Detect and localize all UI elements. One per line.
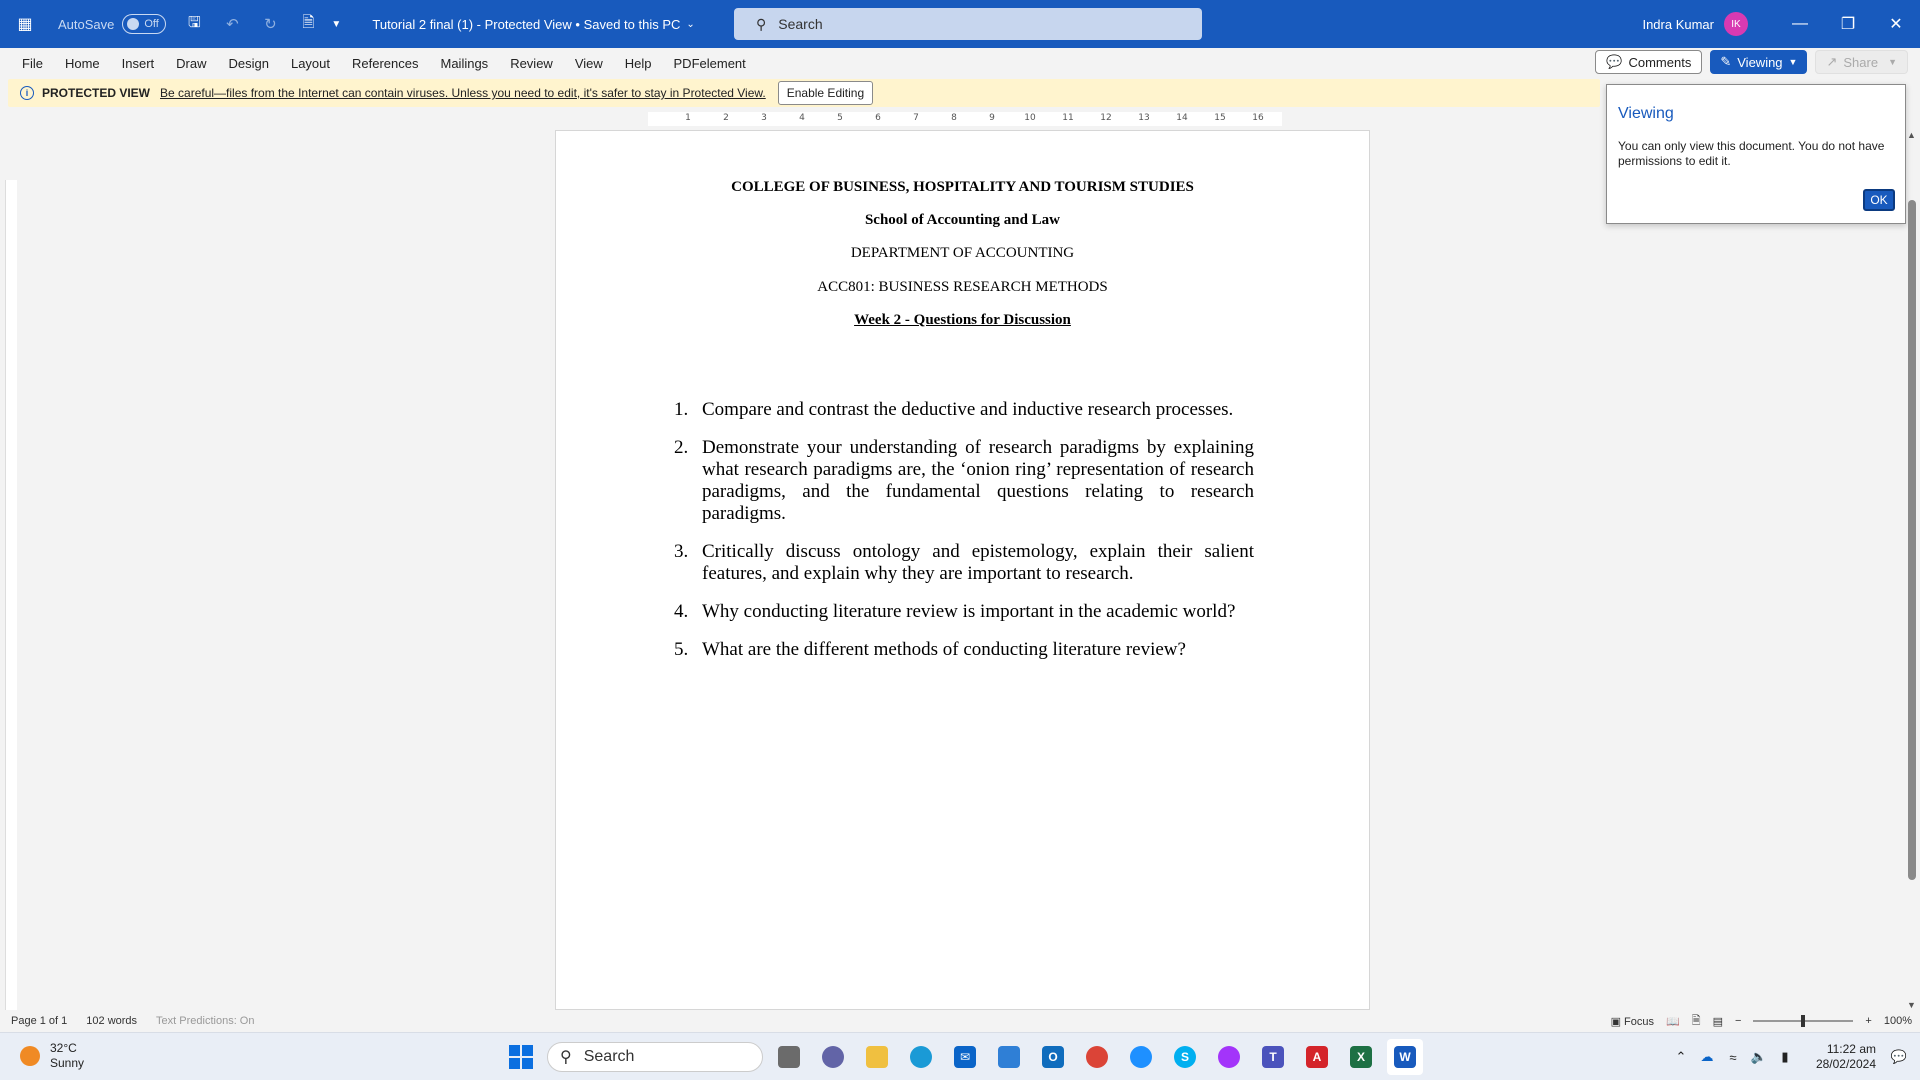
zoom-in-icon[interactable]: + bbox=[1865, 1015, 1872, 1027]
search-icon: ⚲ bbox=[560, 1049, 572, 1066]
share-chevron-icon: ▼ bbox=[1888, 57, 1897, 67]
question-text: What are the different methods of conducting literature review? bbox=[702, 639, 1186, 660]
question-text: Compare and contrast the deductive and inductive research processes. bbox=[702, 399, 1234, 420]
battery-icon[interactable]: ▮ bbox=[1781, 1049, 1789, 1064]
tab-file[interactable]: File bbox=[22, 55, 43, 71]
tab-design[interactable]: Design bbox=[228, 55, 269, 71]
word-icon: W bbox=[1394, 1046, 1416, 1068]
heading-college: COLLEGE OF BUSINESS, HOSPITALITY AND TOURISM STUDIES bbox=[731, 179, 1194, 195]
mail-icon: ✉ bbox=[954, 1046, 976, 1068]
question-number: 1. bbox=[674, 399, 689, 420]
title-bar bbox=[0, 0, 1920, 48]
user-name[interactable]: Indra Kumar bbox=[1642, 16, 1714, 32]
search-icon: ⚲ bbox=[756, 15, 767, 32]
chat-icon bbox=[822, 1046, 844, 1068]
document-page[interactable] bbox=[555, 130, 1370, 1010]
scroll-down-icon[interactable]: ▼ bbox=[1907, 1000, 1916, 1010]
file-explorer-button[interactable] bbox=[859, 1039, 895, 1075]
question-number: 3. bbox=[674, 541, 689, 562]
taskbar bbox=[0, 1032, 1920, 1080]
tab-references[interactable]: References bbox=[352, 55, 419, 71]
outlook-icon: O bbox=[1042, 1046, 1064, 1068]
scrollbar-thumb[interactable] bbox=[1908, 200, 1916, 880]
ruler-number: 6 bbox=[875, 113, 881, 123]
pen-icon: ✎ bbox=[1720, 54, 1732, 69]
enable-editing-button[interactable]: Enable Editing bbox=[778, 81, 873, 105]
word-app-icon[interactable]: ▦ bbox=[17, 16, 33, 33]
ribbon-tabs bbox=[0, 48, 1920, 78]
skype-button[interactable] bbox=[1167, 1039, 1203, 1075]
volume-icon[interactable]: 🔈 bbox=[1750, 1049, 1768, 1064]
tab-review[interactable]: Review bbox=[510, 55, 553, 71]
mail-button[interactable] bbox=[947, 1039, 983, 1075]
ruler-number: 7 bbox=[913, 113, 919, 123]
focus-icon: ▣ bbox=[1610, 1015, 1625, 1028]
clock[interactable] bbox=[1816, 1042, 1876, 1072]
store-icon bbox=[998, 1046, 1020, 1068]
undo-icon[interactable]: ↶ bbox=[226, 16, 239, 33]
tab-home[interactable]: Home bbox=[64, 55, 100, 71]
tab-view[interactable]: View bbox=[574, 55, 603, 71]
excel-button[interactable] bbox=[1343, 1039, 1379, 1075]
list-item bbox=[674, 541, 1254, 585]
autosave-state: Off bbox=[144, 18, 159, 30]
vertical-ruler[interactable] bbox=[5, 130, 19, 1010]
question-number: 2. bbox=[674, 437, 689, 458]
title-chevron-down-icon[interactable]: ⌄ bbox=[686, 18, 695, 30]
page-count[interactable]: Page 1 of 1 bbox=[11, 1015, 68, 1027]
status-bar bbox=[0, 1010, 1920, 1032]
excel-icon: X bbox=[1350, 1046, 1372, 1068]
outlook-button[interactable] bbox=[1035, 1039, 1071, 1075]
edge-button[interactable] bbox=[903, 1039, 939, 1075]
horizontal-ruler[interactable] bbox=[553, 112, 1371, 126]
viewing-label: Viewing bbox=[1737, 54, 1783, 70]
autosave-label: AutoSave bbox=[58, 16, 115, 32]
tab-mailings[interactable]: Mailings bbox=[440, 55, 489, 71]
teams-button[interactable] bbox=[1255, 1039, 1291, 1075]
ruler-number: 13 bbox=[1138, 113, 1150, 123]
taskbar-search-placeholder: Search bbox=[583, 1048, 635, 1065]
ruler-number: 4 bbox=[799, 113, 805, 123]
avatar[interactable]: IK bbox=[1724, 12, 1748, 36]
heading-week: Week 2 - Questions for Discussion bbox=[854, 312, 1071, 328]
weather-widget[interactable] bbox=[20, 1041, 84, 1071]
vertical-ruler-area bbox=[5, 180, 17, 1010]
read-mode-icon[interactable]: 📖 bbox=[1666, 1015, 1680, 1028]
vertical-scrollbar[interactable] bbox=[1906, 130, 1918, 1010]
protected-view-bar bbox=[8, 79, 1600, 107]
heading-course: ACC801: BUSINESS RESEARCH METHODS bbox=[817, 279, 1108, 295]
print-layout-view-icon[interactable]: 🗎 bbox=[1691, 1014, 1701, 1027]
share-icon: ↗ bbox=[1826, 54, 1838, 69]
list-item bbox=[674, 639, 1254, 661]
list-item bbox=[674, 601, 1254, 623]
focus-button[interactable] bbox=[1611, 1015, 1654, 1028]
teams-icon: T bbox=[1262, 1046, 1284, 1068]
ruler-number: 12 bbox=[1100, 113, 1112, 123]
messenger-button[interactable] bbox=[1211, 1039, 1247, 1075]
zoom-level[interactable]: 100% bbox=[1883, 1015, 1912, 1027]
popup-title: Viewing bbox=[1618, 105, 1674, 122]
edge-icon bbox=[910, 1046, 932, 1068]
save-icon[interactable]: 🖫 bbox=[187, 13, 201, 31]
ruler-number: 11 bbox=[1062, 113, 1074, 123]
acrobat-button[interactable] bbox=[1299, 1039, 1335, 1075]
web-layout-icon[interactable]: ▤ bbox=[1712, 1015, 1723, 1028]
viewing-popup bbox=[1606, 84, 1906, 224]
temperature: 32°C bbox=[50, 1041, 77, 1055]
comment-icon: 💬 bbox=[1606, 54, 1623, 69]
start-button[interactable] bbox=[503, 1039, 539, 1075]
acrobat-icon: A bbox=[1306, 1046, 1328, 1068]
minimize-icon[interactable]: — bbox=[1792, 15, 1808, 32]
info-icon: i bbox=[20, 86, 34, 100]
sun-icon bbox=[20, 1046, 40, 1066]
print-layout-icon[interactable]: 🗎 bbox=[302, 13, 315, 31]
chevron-down-icon: ▼ bbox=[1788, 57, 1798, 67]
question-text: Critically discuss ontology and epistemology, explain their salient features, and explain why they are important to research. bbox=[702, 541, 1254, 584]
scroll-up-icon[interactable]: ▲ bbox=[1907, 130, 1916, 140]
ok-button[interactable]: OK bbox=[1863, 189, 1895, 211]
close-icon[interactable]: ✕ bbox=[1889, 16, 1903, 33]
show-hidden-icons-chevron-icon[interactable]: ⌃ bbox=[1675, 1049, 1687, 1064]
tab-layout[interactable]: Layout bbox=[290, 55, 331, 71]
word-button[interactable] bbox=[1387, 1039, 1423, 1075]
protected-view-label: PROTECTED VIEW bbox=[42, 86, 151, 100]
ruler-number: 1 bbox=[685, 113, 691, 123]
ruler-number: 2 bbox=[723, 113, 729, 123]
word-count[interactable]: 102 words bbox=[86, 1015, 138, 1027]
wifi-icon[interactable]: ≈ bbox=[1729, 1049, 1737, 1065]
focus-label: Focus bbox=[1624, 1015, 1655, 1028]
ruler-number: 14 bbox=[1176, 113, 1188, 123]
tab-pdfelement[interactable]: PDFelement bbox=[673, 55, 746, 71]
task-view-button[interactable] bbox=[771, 1039, 807, 1075]
taskbar-search[interactable] bbox=[547, 1042, 763, 1072]
question-number: 4. bbox=[674, 601, 689, 622]
protected-view-message[interactable]: Be careful—files from the Internet can contain viruses. Unless you need to edit, it's safer to stay in Protected View. bbox=[160, 86, 766, 100]
ruler-number: 3 bbox=[761, 113, 767, 123]
customize-toolbar-chevron-icon[interactable]: ▼ bbox=[331, 18, 342, 30]
tab-help[interactable]: Help bbox=[624, 55, 652, 71]
toggle-knob-icon bbox=[127, 18, 139, 30]
onedrive-icon[interactable]: ☁ bbox=[1700, 1049, 1714, 1064]
comments-button[interactable] bbox=[1595, 50, 1702, 74]
chrome-icon bbox=[1086, 1046, 1108, 1068]
list-item bbox=[674, 399, 1254, 421]
zoom-slider[interactable] bbox=[1753, 1020, 1853, 1022]
clock-date: 28/02/2024 bbox=[1815, 1057, 1876, 1071]
store-button[interactable] bbox=[991, 1039, 1027, 1075]
tab-insert[interactable]: Insert bbox=[121, 55, 155, 71]
clock-time: 11:22 am bbox=[1826, 1042, 1876, 1056]
messenger-icon bbox=[1218, 1046, 1240, 1068]
autosave-toggle[interactable] bbox=[122, 14, 166, 34]
comments-label: Comments bbox=[1628, 54, 1692, 70]
ruler-number: 10 bbox=[1024, 113, 1036, 123]
compass-icon bbox=[1130, 1046, 1152, 1068]
search-placeholder: Search bbox=[778, 16, 823, 32]
ruler-number: 16 bbox=[1252, 113, 1264, 123]
text-predictions[interactable]: Text Predictions: On bbox=[156, 1015, 255, 1027]
teams-chat-button[interactable] bbox=[815, 1039, 851, 1075]
viewing-mode-button[interactable] bbox=[1710, 50, 1807, 74]
question-text: Why conducting literature review is important in the academic world? bbox=[702, 601, 1236, 622]
heading-school: School of Accounting and Law bbox=[864, 212, 1061, 228]
ruler-number: 5 bbox=[837, 113, 843, 123]
heading-department: DEPARTMENT OF ACCOUNTING bbox=[850, 245, 1075, 261]
ruler-number: 15 bbox=[1214, 113, 1226, 123]
zoom-out-icon[interactable]: − bbox=[1734, 1015, 1742, 1027]
question-text: Demonstrate your understanding of research paradigms by explaining what research paradigms are, the ‘onion ring’ representation of research paradigms, and the fundamental questions relating to research paradigms. bbox=[702, 437, 1254, 524]
document-title[interactable]: Tutorial 2 final (1) - Protected View • Saved to this PC bbox=[372, 16, 681, 32]
question-list bbox=[674, 399, 1254, 677]
ruler-number: 9 bbox=[989, 113, 995, 123]
question-number: 5. bbox=[674, 639, 689, 660]
folder-icon bbox=[866, 1046, 888, 1068]
search-input[interactable] bbox=[734, 8, 1202, 40]
share-button[interactable] bbox=[1815, 50, 1908, 74]
task-view-icon bbox=[778, 1046, 800, 1068]
redo-icon[interactable]: ↻ bbox=[264, 16, 277, 33]
popup-message: You can only view this document. You do not have permissions to edit it. bbox=[1618, 139, 1885, 168]
zoom-slider-knob[interactable] bbox=[1801, 1015, 1805, 1027]
tab-draw[interactable]: Draw bbox=[176, 55, 207, 71]
list-item bbox=[674, 437, 1254, 525]
ruler-number: 8 bbox=[951, 113, 957, 123]
skype-icon: S bbox=[1174, 1046, 1196, 1068]
notifications-icon[interactable]: 💬 bbox=[1890, 1049, 1908, 1064]
restore-icon[interactable]: ❐ bbox=[1840, 16, 1856, 33]
weather-condition: Sunny bbox=[50, 1056, 85, 1070]
safari-button[interactable] bbox=[1123, 1039, 1159, 1075]
share-label: Share bbox=[1843, 54, 1879, 70]
chrome-button[interactable] bbox=[1079, 1039, 1115, 1075]
